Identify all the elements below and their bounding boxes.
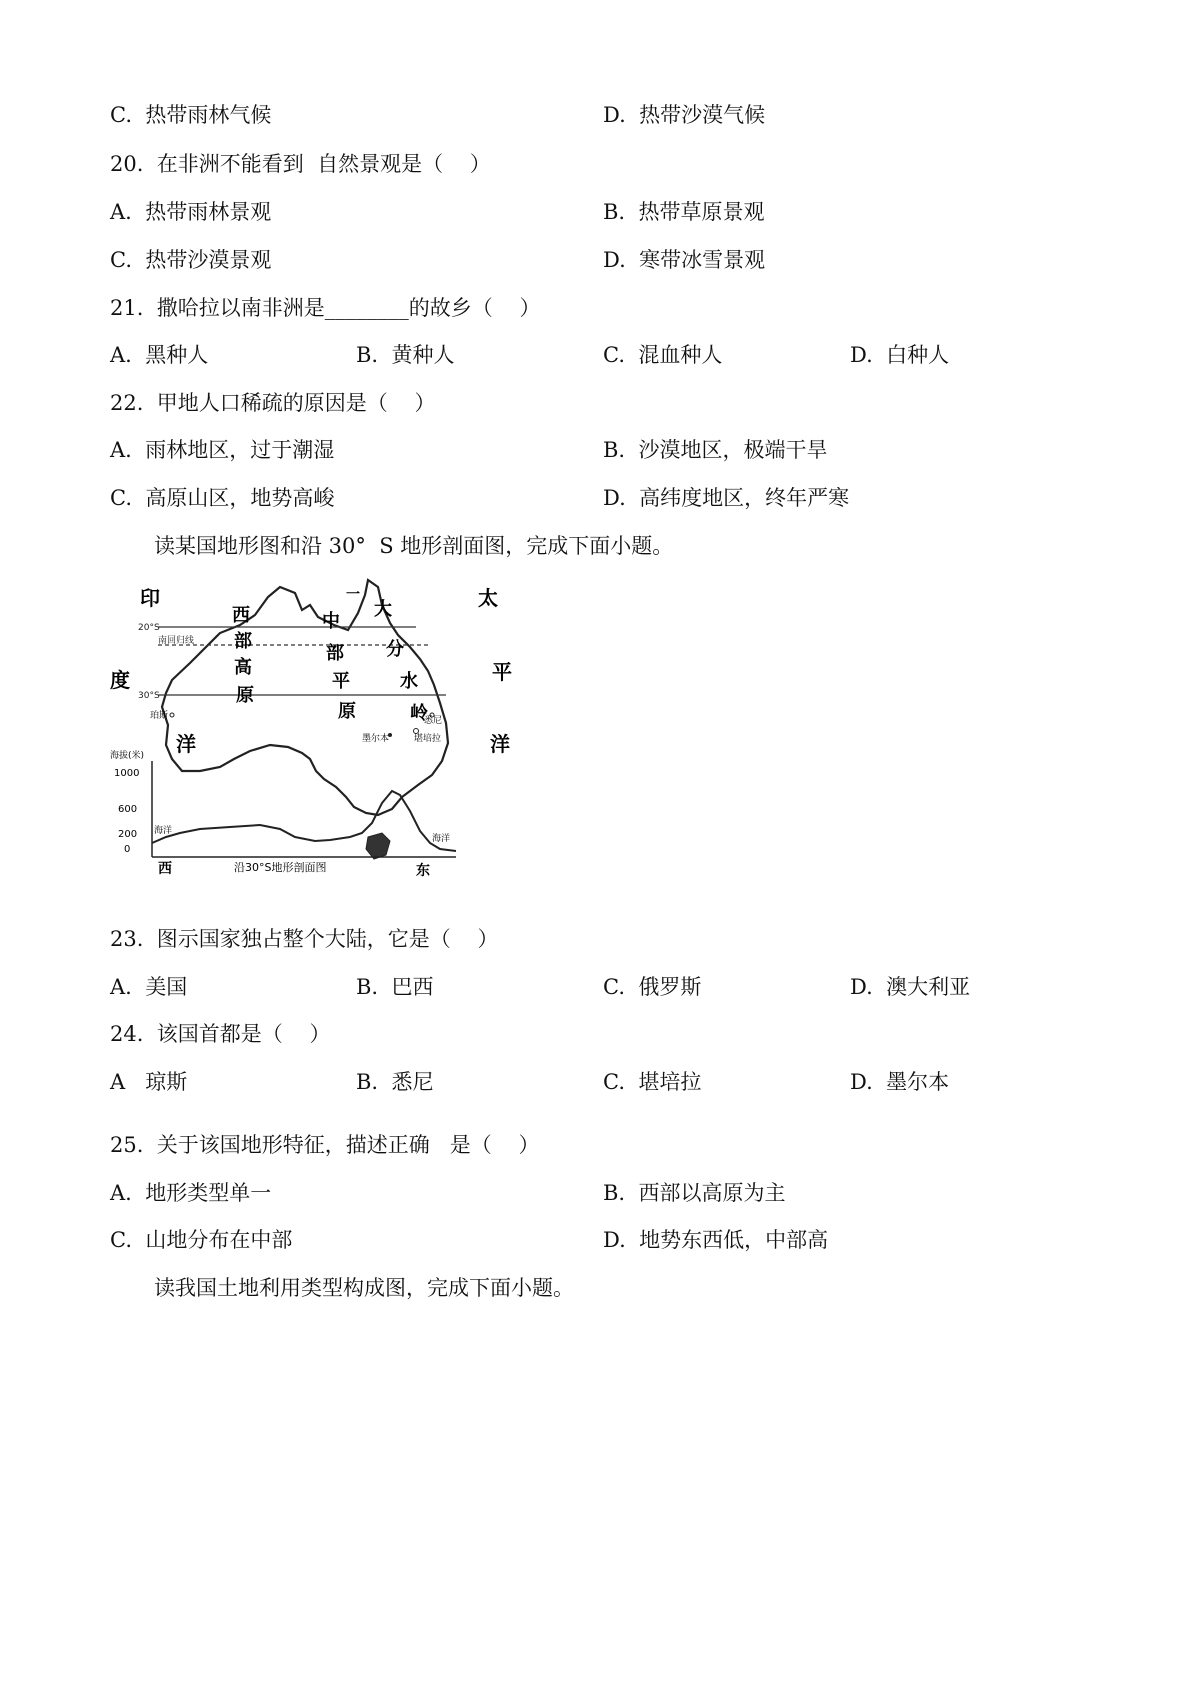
q22-option-c: C. 高原山区，地势高峻 — [110, 486, 335, 510]
region-char: 部 — [234, 631, 252, 652]
q24-stem: 24. 该国首都是（ ） — [110, 1022, 331, 1046]
q22-option-b: B. 沙漠地区，极端干旱 — [603, 438, 828, 462]
q25-option-a: A. 地形类型单一 — [110, 1181, 272, 1205]
city-perth: 珀斯 — [150, 711, 169, 721]
profile-curve — [152, 791, 456, 851]
q24-option-a: A 琼斯 — [110, 1070, 188, 1094]
q21-option-a: A. 黑种人 — [110, 343, 209, 367]
city-sydney: 悉尼 — [424, 716, 443, 726]
region-char: 中 — [322, 611, 340, 632]
q25-stem: 25. 关于该国地形特征，描述正确 是（ ） — [110, 1133, 540, 1157]
region-char: 原 — [338, 701, 356, 722]
profile-ytick: 1000 — [114, 768, 140, 779]
q21-option-b: B. 黄种人 — [356, 343, 455, 367]
profile-east: 东 — [416, 863, 430, 879]
lat-20-label: 20°S — [138, 623, 160, 633]
tropic-label: 南回归线 — [158, 636, 195, 646]
ocean-west-2: 度 — [110, 668, 130, 692]
region-char: 高 — [234, 657, 252, 678]
city-dot-canberra — [414, 729, 419, 734]
city-canberra: 堪培拉 — [414, 734, 442, 744]
q22-stem: 22. 甲地人口稀疏的原因是（ ） — [110, 391, 436, 415]
australia-terrain-figure — [110, 575, 520, 910]
q25-option-b: B. 西部以高原为主 — [603, 1181, 786, 1205]
q23-stem: 23. 图示国家独占整个大陆，它是（ ） — [110, 927, 499, 951]
profile-ylabel: 海拔(米) — [110, 751, 145, 761]
ocean-west-1: 印 — [140, 586, 160, 610]
q21-option-c: C. 混血种人 — [603, 343, 723, 367]
city-dot-perth — [170, 713, 174, 717]
q21-stem: 21. 撒哈拉以南非洲是________的故乡（ ） — [110, 296, 541, 320]
profile-sea-left: 海洋 — [154, 826, 173, 836]
q22-option-d: D. 高纬度地区，终年严寒 — [603, 486, 850, 510]
lat-30-label: 30°S — [138, 691, 160, 701]
q20-stem: 20. 在非洲不能看到 自然景观是（ ） — [110, 152, 491, 176]
ocean-east-1: 太 — [478, 586, 498, 610]
terrain-map-svg — [110, 575, 520, 910]
ocean-east-2: 平 — [492, 660, 512, 684]
ocean-east-3: 洋 — [490, 732, 510, 756]
australia-outline — [162, 580, 448, 815]
region-char: 平 — [332, 671, 350, 692]
q20-option-c: C. 热带沙漠景观 — [110, 248, 272, 272]
profile-caption: 沿30°S地形剖面图 — [234, 861, 327, 874]
region-char: 岭 — [410, 703, 428, 724]
tasmania-island — [366, 833, 390, 859]
profile-sea-right: 海洋 — [432, 834, 451, 844]
q21-option-d: D. 白种人 — [850, 343, 950, 367]
island-label: 一 — [346, 587, 360, 603]
profile-ytick: 200 — [118, 829, 138, 840]
q20-option-a: A. 热带雨林景观 — [110, 200, 272, 224]
q24-option-d: D. 墨尔本 — [850, 1070, 950, 1094]
region-char: 分 — [386, 639, 404, 660]
city-melbourne: 墨尔本 — [362, 734, 390, 744]
section-intro-landuse: 读我国土地利用类型构成图，完成下面小题。 — [154, 1276, 574, 1300]
profile-ytick: 0 — [124, 844, 131, 855]
region-char: 大 — [374, 599, 392, 620]
q25-option-d: D. 地势东西低，中部高 — [603, 1228, 829, 1252]
region-char: 部 — [326, 643, 344, 664]
ocean-west-3: 洋 — [176, 732, 196, 756]
q19-option-d: D. 热带沙漠气候 — [603, 103, 766, 127]
q22-option-a: A. 雨林地区，过于潮湿 — [110, 438, 335, 462]
section-intro-map: 读某国地形图和沿 30° S 地形剖面图，完成下面小题。 — [154, 534, 674, 558]
profile-ytick: 600 — [118, 804, 138, 815]
region-char: 原 — [236, 685, 254, 706]
q23-option-b: B. 巴西 — [356, 975, 434, 999]
q23-option-a: A. 美国 — [110, 975, 188, 999]
q25-option-c: C. 山地分布在中部 — [110, 1228, 293, 1252]
profile-west: 西 — [158, 861, 172, 877]
region-char: 水 — [400, 671, 418, 692]
q23-option-c: C. 俄罗斯 — [603, 975, 702, 999]
q19-option-c: C. 热带雨林气候 — [110, 103, 272, 127]
region-char: 西 — [232, 605, 250, 626]
q24-option-b: B. 悉尼 — [356, 1070, 434, 1094]
q23-option-d: D. 澳大利亚 — [850, 975, 971, 999]
q20-option-b: B. 热带草原景观 — [603, 200, 765, 224]
q24-option-c: C. 堪培拉 — [603, 1070, 702, 1094]
q20-option-d: D. 寒带冰雪景观 — [603, 248, 766, 272]
